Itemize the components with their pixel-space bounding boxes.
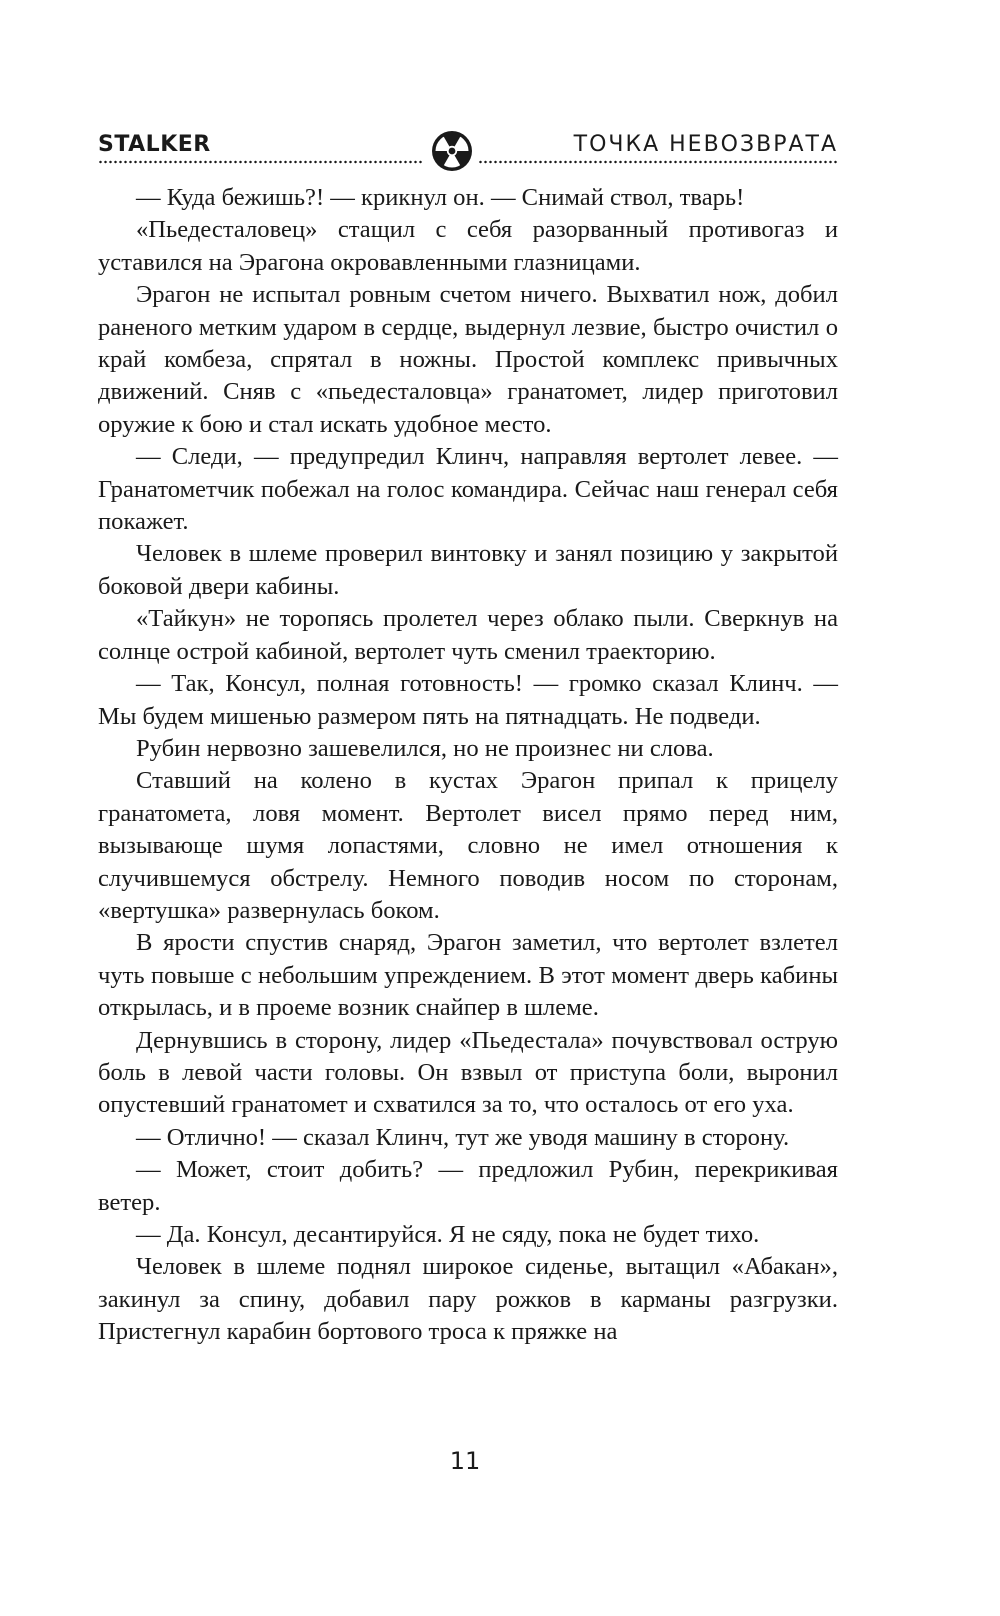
paragraph: — Так, Консул, полная готовность! — громко сказал Клинч. — Мы будем мишенью размером пять на пятнадцать. Не подведи. [98,670,838,730]
paragraph: В ярости спустив снаряд, Эрагон заметил, что вертолет взлетел чуть повыше с небольшим упреждением. В этот момент дверь кабины открылась, и в проеме возник снайпер в шлеме. [98,929,838,1022]
radiation-icon [431,130,473,172]
paragraph: — Да. Консул, десантируйся. Я не сяду, пока не будет тихо. [136,1221,760,1248]
paragraph: Человек в шлеме проверил винтовку и занял позицию у закрытой боковой двери кабины. [98,540,838,600]
paragraph: Рубин нервозно зашевелился, но не произнес ни слова. [136,734,714,762]
paragraph: — Куда бежишь?! — крикнул он. — Снимай ствол, тварь! [136,184,745,211]
book-title: ТОЧКА НЕВОЗВРАТА [573,132,838,157]
paragraph: «Пьедесталовец» стащил с себя разорванный противогаз и уставился на Эрагона окровавленными глазницами. [98,216,838,276]
page-number: 11 [449,1447,481,1475]
running-header [98,130,838,180]
paragraph: — Может, стоит добить? — предложил Рубин, перекрикивая ветер. [98,1156,838,1216]
body-text [98,182,838,1349]
header-dot-leader-right [478,160,838,164]
paragraph: Человек в шлеме поднял широкое сиденье, вытащил «Абакан», закинул за спину, добавил пару рожков в карманы разгрузки. Пристегнул карабин бортового троса к пряжке на [98,1253,838,1346]
paragraph: Ставший на колено в кустах Эрагон припал к прицелу гранатомета, ловя момент. Вертолет висел прямо перед ним, вызывающе шумя лопастями, словно не имел отношения к случившемуся обстрелу. Немного поводив носом по сторонам, «вертушка» развернулась боком. [98,767,838,924]
paragraph: «Тайкун» не торопясь пролетел через облако пыли. Сверкнув на солнце острой кабиной, вертолет чуть сменил траекторию. [98,605,838,665]
series-name: STALKER [98,132,211,157]
paragraph: — Отлично! — сказал Клинч, тут же уводя машину в сторону. [136,1123,790,1151]
header-dot-leader-left [98,160,423,164]
paragraph: — Следи, — предупредил Клинч, направляя вертолет левее. — Гранатометчик побежал на голос командира. Сейчас наш генерал себя покажет. [98,443,838,536]
paragraph: Дернувшись в сторону, лидер «Пьедестала» почувствовал острую боль в левой части головы. Он взвыл от приступа боли, выронил опустевший гранатомет и схватился за то, что осталось от его уха. [98,1026,838,1119]
paragraph: Эрагон не испытал ровным счетом ничего. Выхватил нож, добил раненого метким ударом в сердце, выдернул лезвие, быстро очистил о край комбеза, спрятал в ножны. Простой комплекс привычных движений. Сняв с «пьедесталовца» гранатомет, лидер приготовил оружие к бою и стал искать удобное место. [98,281,838,438]
